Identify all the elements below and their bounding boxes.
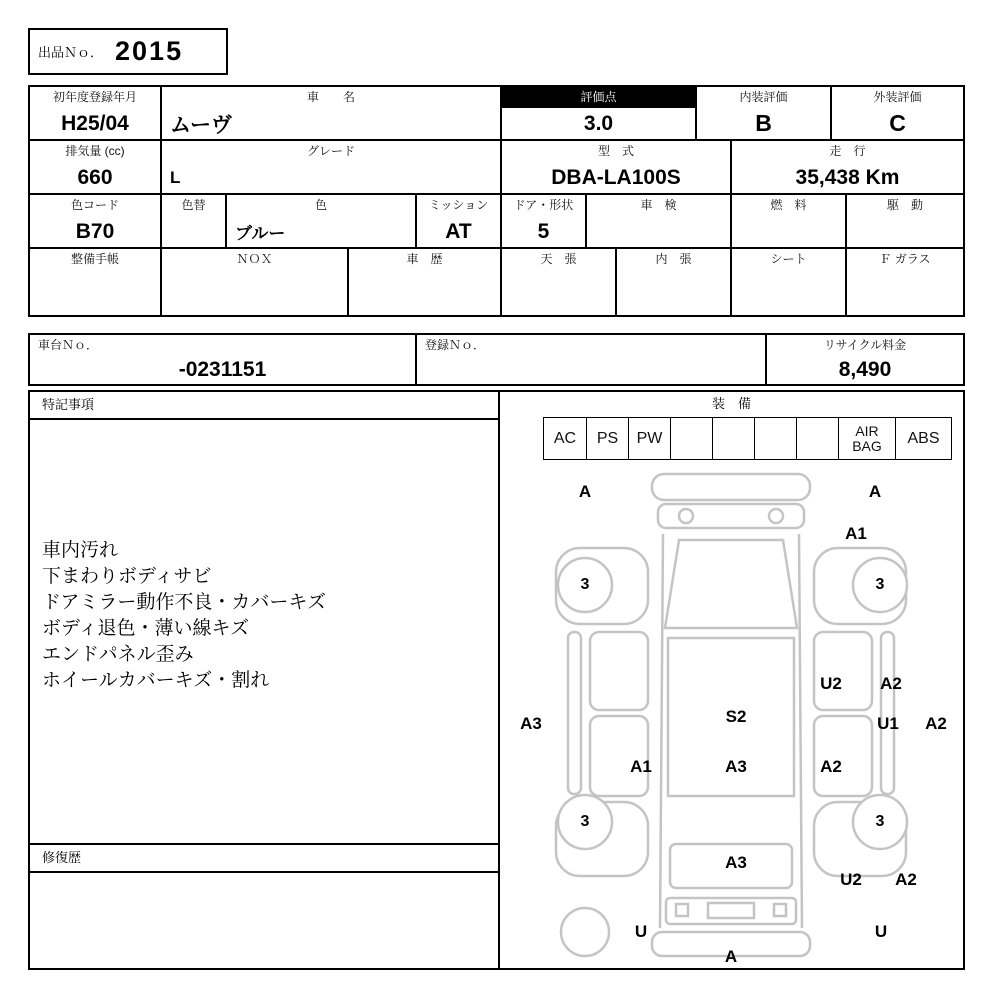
lot-number-box [28, 28, 228, 75]
field-lining [617, 249, 732, 315]
special-notes-title: 特記事項 [30, 392, 498, 420]
note-item: ドアミラー動作不良・カバーキズ [42, 592, 327, 613]
repair-history-box [28, 843, 500, 970]
field-model-code [502, 141, 732, 193]
first-registration-label: 初年度登録年月 [52, 90, 137, 104]
damage-mark-rear-r-u: U [874, 922, 888, 941]
drive-label: 駆 動 [886, 198, 923, 212]
nox-label: ＮＯＸ [236, 252, 273, 266]
equipment-cell-ac: AC [543, 417, 587, 460]
inspection-label: 車 検 [640, 198, 677, 212]
car-damage-diagram [500, 460, 963, 970]
registration-no-label: 登録Ｎｏ． [425, 338, 486, 352]
seat-label: シート [770, 252, 807, 266]
row-condition [28, 247, 965, 317]
damage-mark-fender-fr: A1 [845, 524, 867, 543]
damage-mark-door-r-u2: U2 [820, 674, 842, 693]
color-code-value: B70 [75, 219, 115, 243]
note-item: ボディ退色・薄い線キズ [42, 618, 250, 639]
headliner-label: 天 張 [540, 252, 577, 266]
recycle-fee-value: 8,490 [838, 358, 892, 381]
equipment-diagram-box [498, 390, 965, 970]
special-notes-list [30, 420, 498, 694]
displacement-label: 排気量 (cc) [65, 144, 125, 158]
note-item: ホイールカバーキズ・割れ [42, 670, 270, 691]
damage-mark-rocker-r-u1: U1 [877, 714, 899, 733]
lining-value [617, 270, 730, 315]
equipment-row [544, 417, 952, 460]
field-seat [732, 249, 847, 315]
doors-label: ドア・形状 [513, 198, 574, 212]
repair-history-title: 修復歴 [30, 845, 498, 873]
special-notes-box [28, 390, 500, 845]
grade-label: グレード [306, 144, 355, 158]
field-grade [162, 141, 502, 193]
field-drive [847, 195, 963, 247]
damage-mark-door-l-a1: A1 [630, 757, 652, 776]
field-chassis-no [30, 335, 417, 384]
interior-grade-label: 内装評価 [739, 90, 788, 104]
history-label: 車 歴 [406, 252, 443, 266]
field-front-glass [847, 249, 963, 315]
registration-no-value [417, 356, 765, 384]
row-chassis [28, 333, 965, 386]
transmission-label: ミッション [428, 198, 489, 212]
field-nox [162, 249, 349, 315]
field-headliner [502, 249, 617, 315]
field-transmission [417, 195, 502, 247]
color-change-value [162, 216, 225, 247]
equipment-cell-abs: ABS [895, 417, 952, 460]
equipment-cell-empty [670, 417, 713, 460]
fuel-label: 燃 料 [770, 198, 807, 212]
damage-mark-wheel-fl: 3 [580, 576, 590, 593]
field-color-code [30, 195, 162, 247]
field-registration-no [417, 335, 767, 384]
equipment-cell-empty [754, 417, 797, 460]
front-glass-value [847, 270, 963, 315]
service-book-label: 整備手帳 [70, 252, 119, 266]
lot-number-value: 2015 [115, 36, 184, 66]
car-name-value: ムーヴ [170, 113, 232, 137]
damage-mark-rear-r-u2: U2 [840, 870, 862, 889]
chassis-no-label: 車台Ｎｏ． [38, 338, 99, 352]
equipment-cell-ps: PS [586, 417, 629, 460]
score-label: 評価点 [502, 87, 695, 108]
equipment-cell-pw: PW [628, 417, 671, 460]
doors-value: 5 [537, 219, 550, 243]
damage-mark-rear-r-a2: A2 [895, 870, 917, 889]
interior-grade-value: B [755, 110, 772, 136]
history-value [349, 270, 500, 315]
lining-label: 内 張 [655, 252, 692, 266]
field-color-change [162, 195, 227, 247]
damage-mark-side-l-a3: A3 [520, 714, 542, 733]
color-code-label: 色コード [70, 198, 119, 212]
damage-mark-wheel-fr: 3 [875, 576, 885, 593]
service-book-value [30, 270, 160, 315]
lot-number-label: 出品Ｎｏ． [38, 45, 104, 60]
field-service-book [30, 249, 162, 315]
equipment-cell-empty [712, 417, 755, 460]
field-mileage [732, 141, 963, 193]
model-code-value: DBA-LA100S [551, 165, 681, 189]
field-displacement [30, 141, 162, 193]
headliner-value [502, 270, 615, 315]
recycle-fee-label: リサイクル料金 [823, 338, 907, 352]
equipment-title: 装 備 [711, 396, 751, 411]
note-item: 下まわりボディサビ [42, 566, 212, 587]
fuel-value [732, 216, 845, 247]
mileage-value: 35,438 Km [795, 165, 900, 189]
equipment-cell-airbag: AIR BAG [838, 417, 896, 460]
score-value: 3.0 [583, 111, 614, 135]
row-registration [28, 85, 965, 141]
damage-mark-door-r-a2: A2 [880, 674, 902, 693]
grade-value: L [170, 167, 181, 187]
field-car-name [162, 87, 502, 139]
field-doors [502, 195, 587, 247]
inspection-value [587, 216, 730, 247]
field-inspection [587, 195, 732, 247]
field-color [227, 195, 417, 247]
row-color [28, 193, 965, 249]
damage-mark-door-r-mid-a2: A2 [820, 757, 842, 776]
field-recycle-fee [767, 335, 963, 384]
field-first-registration [30, 87, 162, 139]
seat-value [732, 270, 845, 315]
row-engine [28, 139, 965, 195]
field-exterior-grade [832, 87, 963, 139]
mileage-label: 走 行 [829, 144, 866, 158]
damage-mark-hatch-a3: A3 [725, 853, 747, 872]
damage-mark-front-right: A [868, 482, 882, 501]
field-interior-grade [697, 87, 832, 139]
nox-value [162, 270, 347, 315]
first-registration-value: H25/04 [61, 111, 129, 135]
model-code-label: 型 式 [597, 144, 634, 158]
chassis-no-value: -0231151 [178, 358, 267, 381]
damage-mark-floor-a3: A3 [725, 757, 747, 776]
damage-mark-rear-l-u: U [634, 922, 648, 941]
note-item: 車内汚れ [42, 540, 119, 561]
equipment-cell-empty [796, 417, 839, 460]
color-label: 色 [314, 198, 327, 212]
front-glass-label: Ｆ ガラス [879, 252, 931, 266]
transmission-value: AT [445, 219, 472, 243]
color-value: ブルー [235, 224, 286, 243]
damage-mark-floor-s2: S2 [725, 707, 747, 726]
field-score [502, 87, 697, 139]
field-history [349, 249, 502, 315]
color-change-label: 色替 [181, 198, 206, 212]
damage-mark-outer-r-a2: A2 [925, 714, 947, 733]
drive-value [847, 216, 963, 247]
displacement-value: 660 [77, 165, 113, 189]
exterior-grade-value: C [889, 110, 906, 136]
damage-mark-wheel-rr: 3 [875, 813, 885, 830]
car-name-label: 車 名 [306, 90, 355, 104]
damage-mark-front-left: A [578, 482, 592, 501]
damage-mark-wheel-rl: 3 [580, 813, 590, 830]
damage-mark-rear-center-a: A [724, 947, 738, 966]
exterior-grade-label: 外装評価 [873, 90, 922, 104]
field-fuel [732, 195, 847, 247]
note-item: エンドパネル歪み [42, 644, 194, 665]
